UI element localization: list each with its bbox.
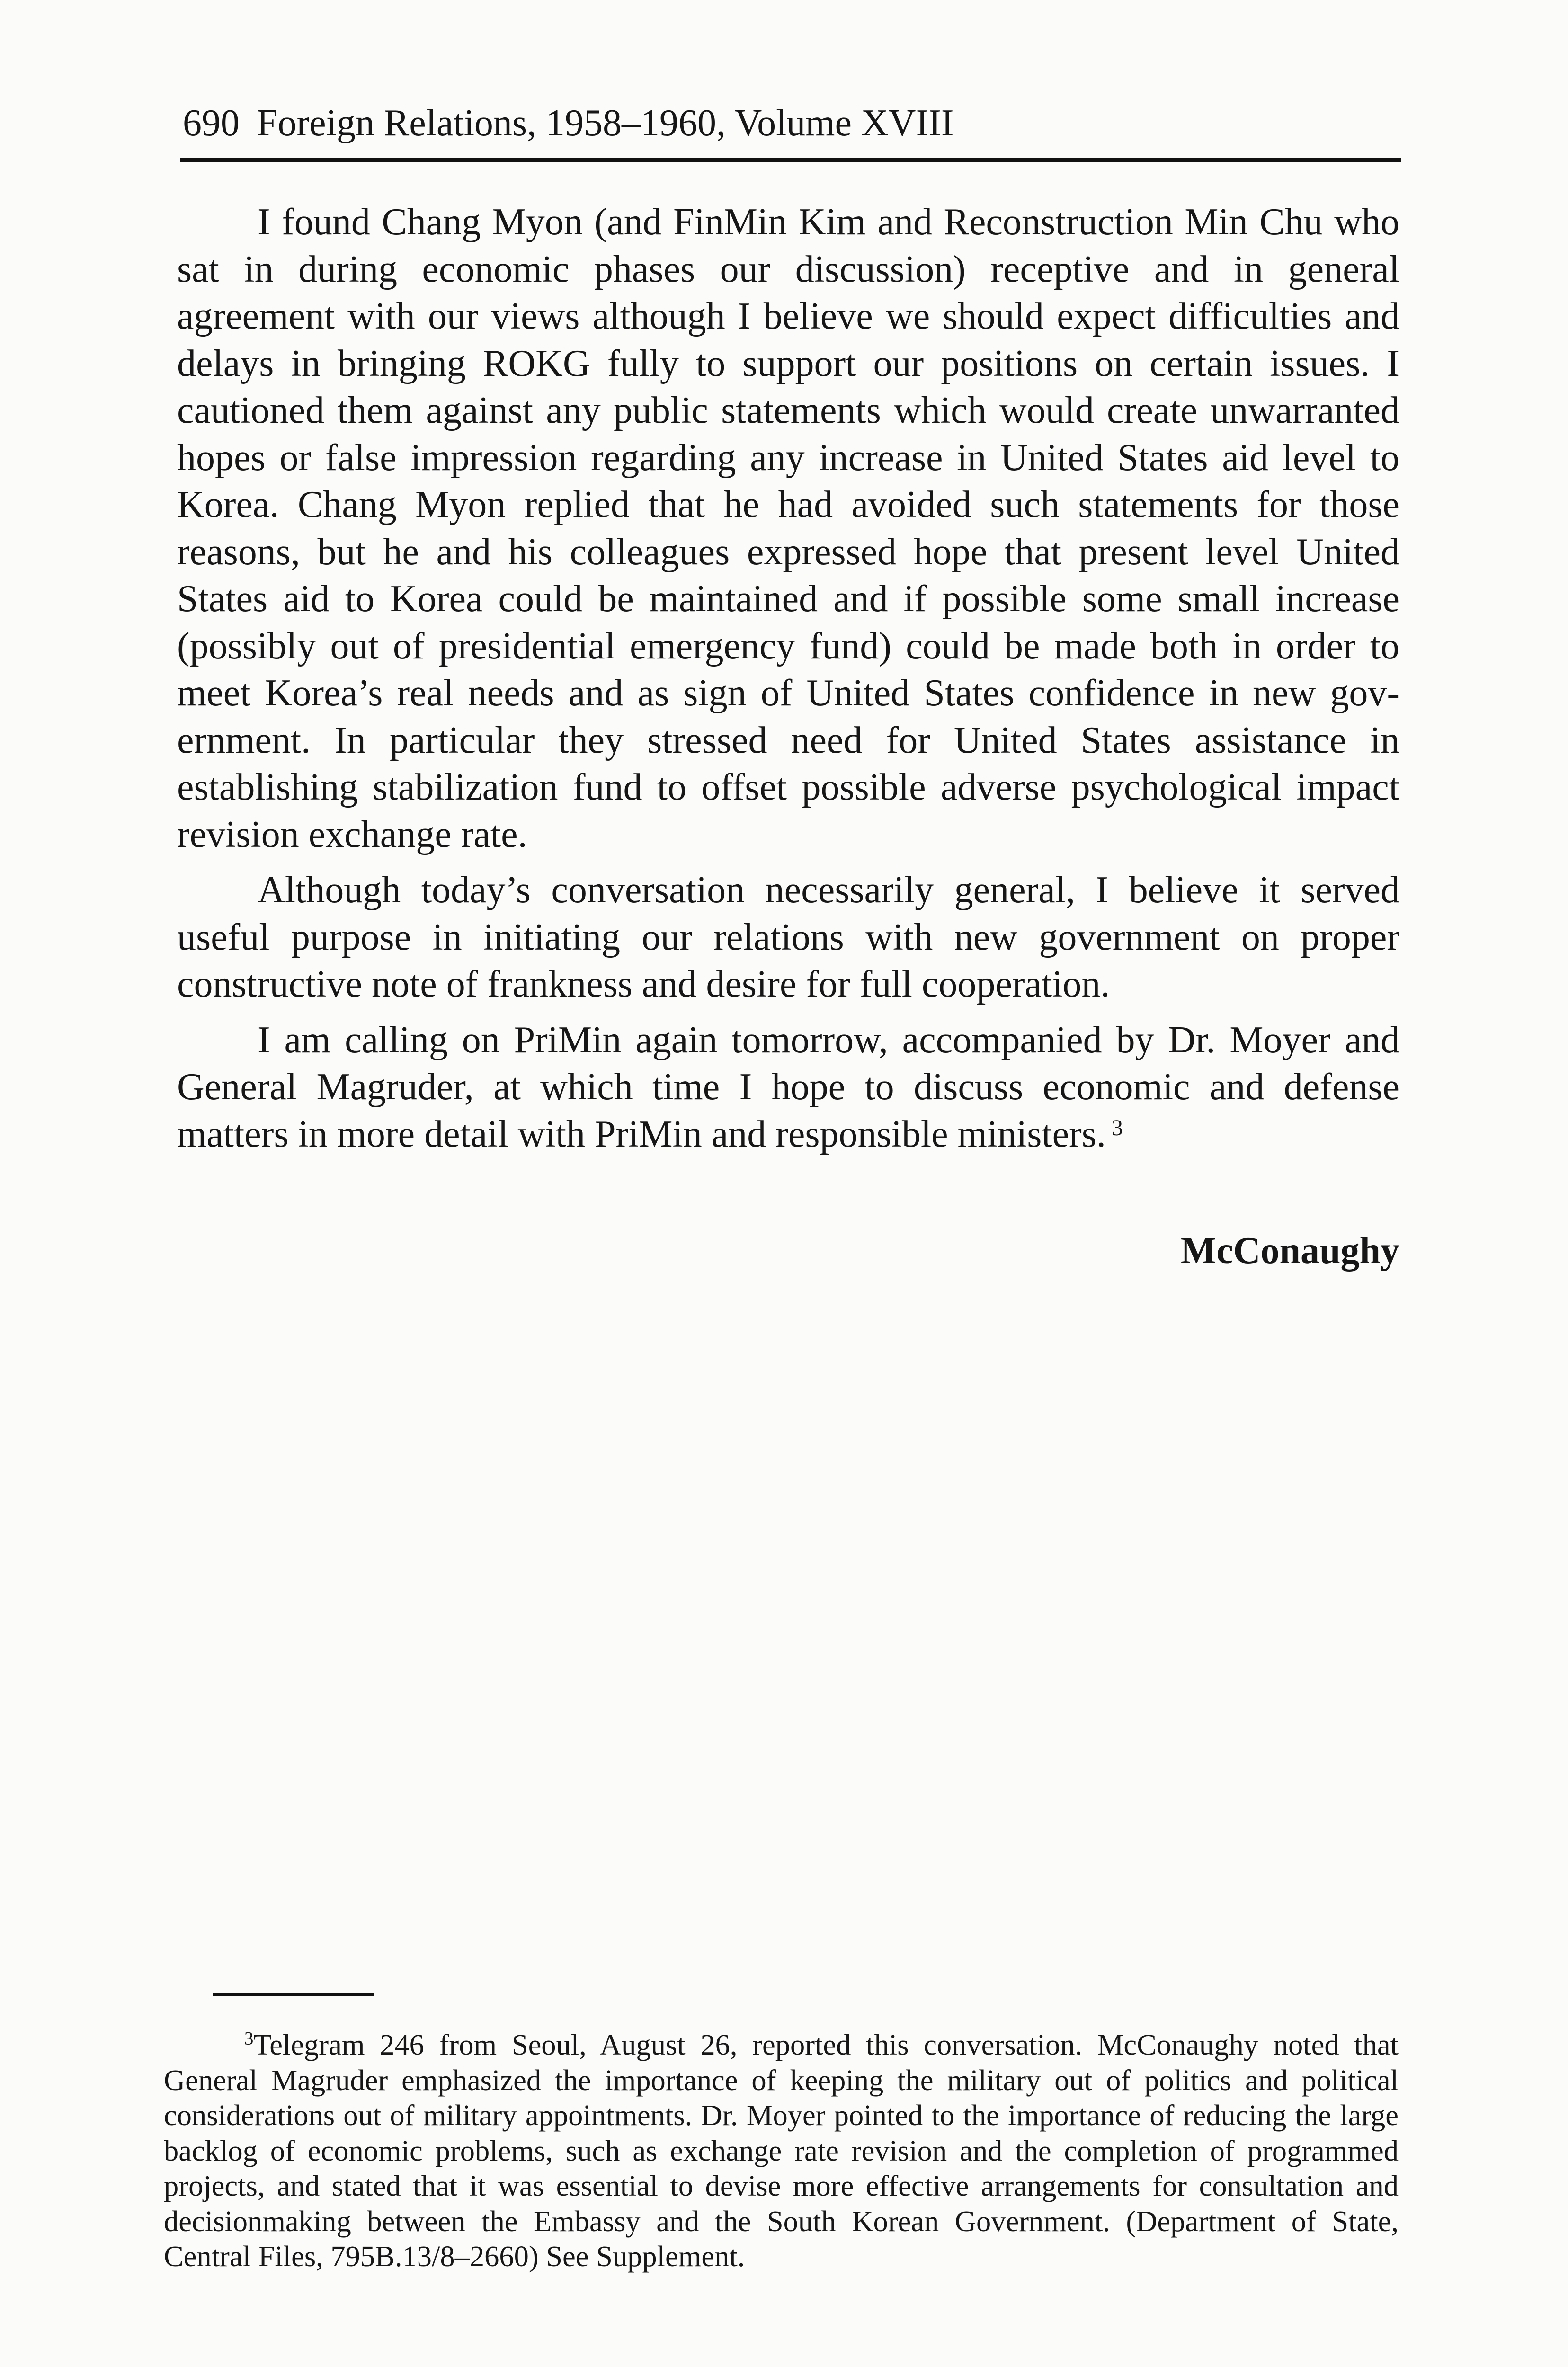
page-number: 690 <box>183 102 240 144</box>
header-rule <box>180 158 1401 162</box>
footnote-marker: 3 <box>244 2028 254 2049</box>
footnote-text: Telegram 246 from Seoul, August 26, reported this conversation. McConaughy noted that General Magruder emphasized the importance of keeping the military out of politics and political considerations out of military appointments. Dr. Moyer pointed to the importance of reducing the large backlog of economic problems, such as exchange rate revision and the completion of programmed projects, and stated that it was essential to devise more effective arrangements for consultation and decisionmaking between the Embassy and the South Korean Government. (Department of State, Central Files, 795B.13/8–2660) See Supplement. <box>164 2028 1399 2273</box>
body-paragraph-2: Although today’s conversation necessarily general, I believe it served useful purpose in initiating our relations with new government on proper constructive note of frankness and desire for full cooperation. <box>177 869 1399 1005</box>
body-paragraph-3-text: I am calling on PriMin again tomorrow, accompanied by Dr. Moyer and General Magruder, at which time I hope to discuss economic and defense matters in more detail with PriMin and responsible ministers. <box>177 1019 1399 1155</box>
footnote-paragraph <box>164 2027 1399 2274</box>
signature: McConaughy <box>1180 1230 1399 1272</box>
running-head <box>183 99 1399 147</box>
footnote-reference: 3 <box>1111 1115 1123 1140</box>
footnote <box>164 2027 1399 2274</box>
footnote-rule <box>213 1993 374 1996</box>
body-paragraph-3 <box>177 1017 1399 1158</box>
body-paragraph-1: I found Chang Myon (and FinMin Kim and Reconstruction Min Chu who sat in during economic phases our discussion) receptive and in general agreement with our views although I believe we should expect difficulties and delays in bringing ROKG fully to support our positions on certain issues. I cautioned them against any public statements which would create unwarranted hopes or false impression regarding any increase in United States aid level to Korea. Chang Myon replied that he had avoided such statements for those reasons, but he and his colleagues expressed hope that present level United States aid to Korea could be maintained and if possible some small increase (possibly out of presidential emergency fund) could be made both in order to meet Korea’s real needs and as sign of United States confidence in new government. In particular they stressed need for United States assistance in establishing stabilization fund to offset possible adverse psychological impact revision exchange rate. <box>177 201 1399 855</box>
body-text <box>177 199 1399 1166</box>
volume-title: Foreign Relations, 1958–1960, Volume XVIII <box>257 102 954 144</box>
